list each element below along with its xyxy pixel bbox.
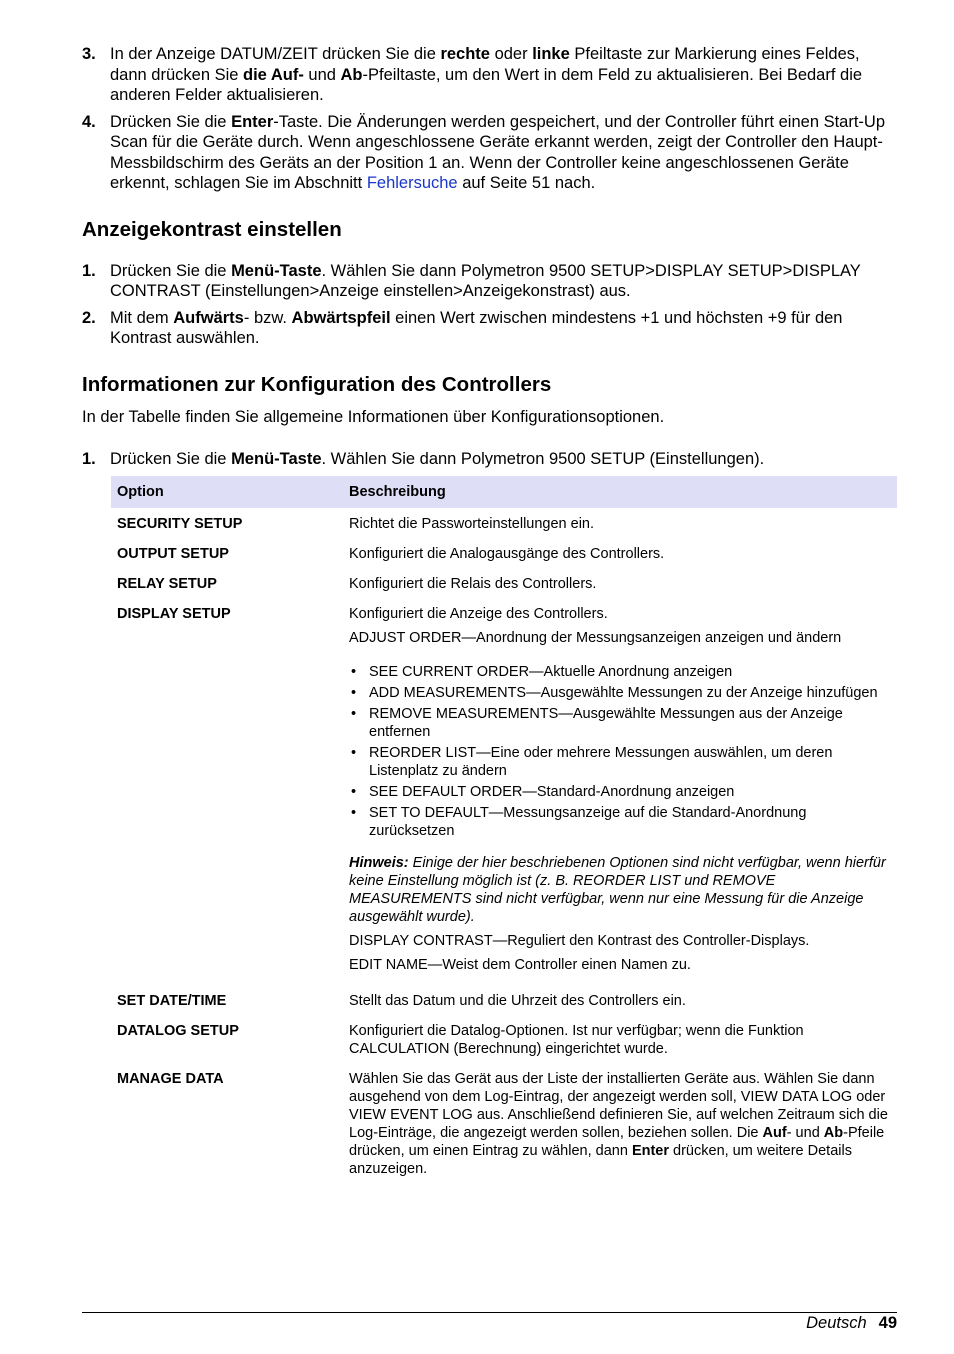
step-number: 1. (82, 261, 96, 280)
text-run: - und (786, 1124, 824, 1141)
column-header-description: Beschreibung (343, 476, 897, 508)
intro-paragraph: In der Tabelle finden Sie allgemeine Informationen über Konfigurationsoptionen. (82, 407, 665, 426)
text-run: - bzw. (243, 308, 292, 327)
step-number: 3. (82, 45, 96, 63)
text-run: -Pfeile drücken, um einen Eintrag zu wählen, dann (349, 1124, 885, 1159)
step (82, 112, 897, 194)
text-run: Pfeiltaste zur Markierung eines Feldes, dann drücken Sie (110, 45, 860, 84)
table-row (111, 1015, 897, 1063)
step-text (110, 449, 897, 470)
text-run: . Wählen Sie dann Polymetron 9500 SETUP>DISPLAY SETUP>DISPLAY CONTRAST (Einstellungen>Anzeige einstellen>Anzeigekonstrast) aus. (110, 261, 861, 300)
list-item: • SEE CURRENT ORDER—Aktuelle Anordnung anzeigen (349, 663, 891, 681)
text-run: -Pfeiltaste, um den Wert in dem Feld zu aktualisieren. Bei Bedarf die anderen Felder aktualisieren. (110, 65, 863, 104)
note-text: Einige der hier beschriebenen Optionen sind nicht verfügbar, wenn hierfür keine Einstellung möglich ist (z. B. REORDER LIST und REMOVE MEASUREMENTS sind nicht verfügbar, wenn nur eine Messung für die Anzeige ausgewählt wurde). (349, 854, 886, 925)
table-row (111, 508, 897, 538)
option-cell: SET DATE/TIME (117, 992, 227, 1009)
text-run: -Taste. Die Änderungen werden gespeichert, und der Controller führt einen Start-Up Scan für die Geräte durch. Wenn angeschlossene Geräte erkannt werden, zeigt der Controller den Haupt-Messbildschirm des Geräts an der Position 1 an. Wenn der Controller keine angeschlossenen Geräte erkennt, schlagen Sie im Abschnitt (110, 112, 886, 192)
bold-text: Ab (340, 65, 363, 84)
table-row (111, 1063, 897, 1183)
table-row (111, 538, 897, 568)
table-row (111, 568, 897, 598)
step (82, 308, 897, 349)
description-cell: Konfiguriert die Relais des Controllers. (349, 575, 597, 592)
list-item: • ADD MEASUREMENTS—Ausgewählte Messungen zu der Anzeige hinzufügen (349, 684, 891, 702)
list-item: • SET TO DEFAULT—Messungsanzeige auf die Standard-Anordnung zurücksetzen (349, 804, 891, 840)
description-cell: Konfiguriert die Analogausgänge des Controllers. (349, 545, 665, 562)
note (349, 854, 891, 926)
text-run: Mit dem (110, 308, 174, 327)
display-desc: Konfiguriert die Anzeige des Controllers. (349, 605, 608, 622)
display-contrast-text: DISPLAY CONTRAST—Reguliert den Kontrast des Controller-Displays. (349, 932, 810, 949)
column-header-option: Option (111, 476, 343, 508)
adjust-order-list (349, 663, 891, 840)
text-run: oder (489, 45, 533, 63)
bold-text: Auf (762, 1124, 787, 1141)
option-cell: RELAY SETUP (117, 575, 217, 592)
description-cell (343, 598, 897, 985)
description-cell (343, 1063, 897, 1183)
text-run: Drücken Sie die (110, 261, 232, 280)
step (82, 44, 897, 106)
text-run: drücken, um weitere Details anzuzeigen. (349, 1142, 852, 1177)
step-number: 4. (82, 112, 96, 131)
page-number: 49 (878, 1314, 897, 1332)
note-label: Hinweis: (349, 854, 409, 871)
cross-reference-link[interactable]: Fehlersuche (366, 174, 458, 192)
text-run: Wählen Sie das Gerät aus der Liste der installierten Geräte aus. Wählen Sie dann ausgehend von dem Log-Eintrag, der angezeigt werden soll, VIEW DATA LOG oder VIEW EVENT LOG aus. Anschließend definieren Sie, auf welchen Zeitraum sich die Log-Einträge, die angezeigt werden sollen, beziehen sollen. Die (349, 1070, 888, 1141)
text-run: . Wählen Sie dann Polymetron 9500 SETUP (Einstellungen). (321, 450, 765, 468)
option-cell: DISPLAY SETUP (117, 605, 231, 622)
bold-text: Ab (823, 1124, 844, 1141)
adjust-order-text: ADJUST ORDER—Anordnung der Messungsanzeigen anzeigen und ändern (349, 629, 842, 646)
step (82, 449, 897, 470)
table-header-row (111, 476, 897, 508)
text-run: und (303, 65, 341, 84)
steps-top (82, 44, 897, 194)
bold-text: Aufwärts (173, 308, 244, 327)
bold-text: Abwärtspfeil (291, 308, 391, 327)
description-cell: Richtet die Passworteinstellungen ein. (349, 515, 595, 532)
table-row (111, 985, 897, 1015)
configuration-table (111, 476, 897, 1183)
step-number: 1. (82, 450, 96, 468)
description-cell: Konfiguriert die Datalog-Optionen. Ist nur verfügbar; wenn die Funktion CALCULATION (Berechnung) eingerichtet wurde. (349, 1022, 804, 1057)
text-run: Drücken Sie die (110, 450, 232, 468)
section-heading-contrast: Anzeigekontrast einstellen (82, 217, 342, 241)
bold-text: Menü-Taste (231, 450, 322, 468)
step-number: 2. (82, 308, 96, 327)
option-cell: OUTPUT SETUP (117, 545, 229, 562)
step-text (110, 261, 897, 302)
edit-name-text: EDIT NAME—Weist dem Controller einen Namen zu. (349, 956, 691, 973)
list-item: • SEE DEFAULT ORDER—Standard-Anordnung anzeigen (349, 783, 891, 801)
page-footer (82, 1312, 897, 1332)
bold-text: Enter (231, 112, 274, 131)
text-run: Drücken Sie die (110, 112, 232, 131)
step-text (110, 44, 897, 106)
footer-language: Deutsch (806, 1314, 867, 1332)
footer-right (806, 1313, 897, 1333)
step-text (110, 112, 897, 194)
step (82, 261, 897, 302)
bold-text: die Auf- (243, 65, 304, 84)
option-cell: MANAGE DATA (117, 1070, 224, 1087)
description-cell: Stellt das Datum und die Uhrzeit des Controllers ein. (349, 992, 686, 1009)
option-cell: DATALOG SETUP (117, 1022, 239, 1039)
table-row (111, 598, 897, 985)
bold-text: linke (532, 45, 570, 63)
text-run: einen Wert zwischen mindestens +1 und höchsten +9 für den Kontrast auswählen. (110, 308, 843, 347)
page-content (82, 44, 897, 1183)
option-cell: SECURITY SETUP (117, 515, 243, 532)
bold-text: rechte (440, 45, 490, 63)
list-item: • REORDER LIST—Eine oder mehrere Messungen auswählen, um deren Listenplatz zu ändern (349, 744, 891, 780)
bold-text: Menü-Taste (231, 261, 322, 280)
section-heading-configuration: Informationen zur Konfiguration des Controllers (82, 372, 552, 396)
bold-text: Enter (631, 1142, 670, 1159)
step-text (110, 308, 897, 349)
list-item: • REMOVE MEASUREMENTS—Ausgewählte Messungen aus der Anzeige entfernen (349, 705, 891, 741)
text-run: auf Seite 51 nach. (457, 174, 596, 192)
text-run: In der Anzeige DATUM/ZEIT drücken Sie die (110, 45, 441, 63)
